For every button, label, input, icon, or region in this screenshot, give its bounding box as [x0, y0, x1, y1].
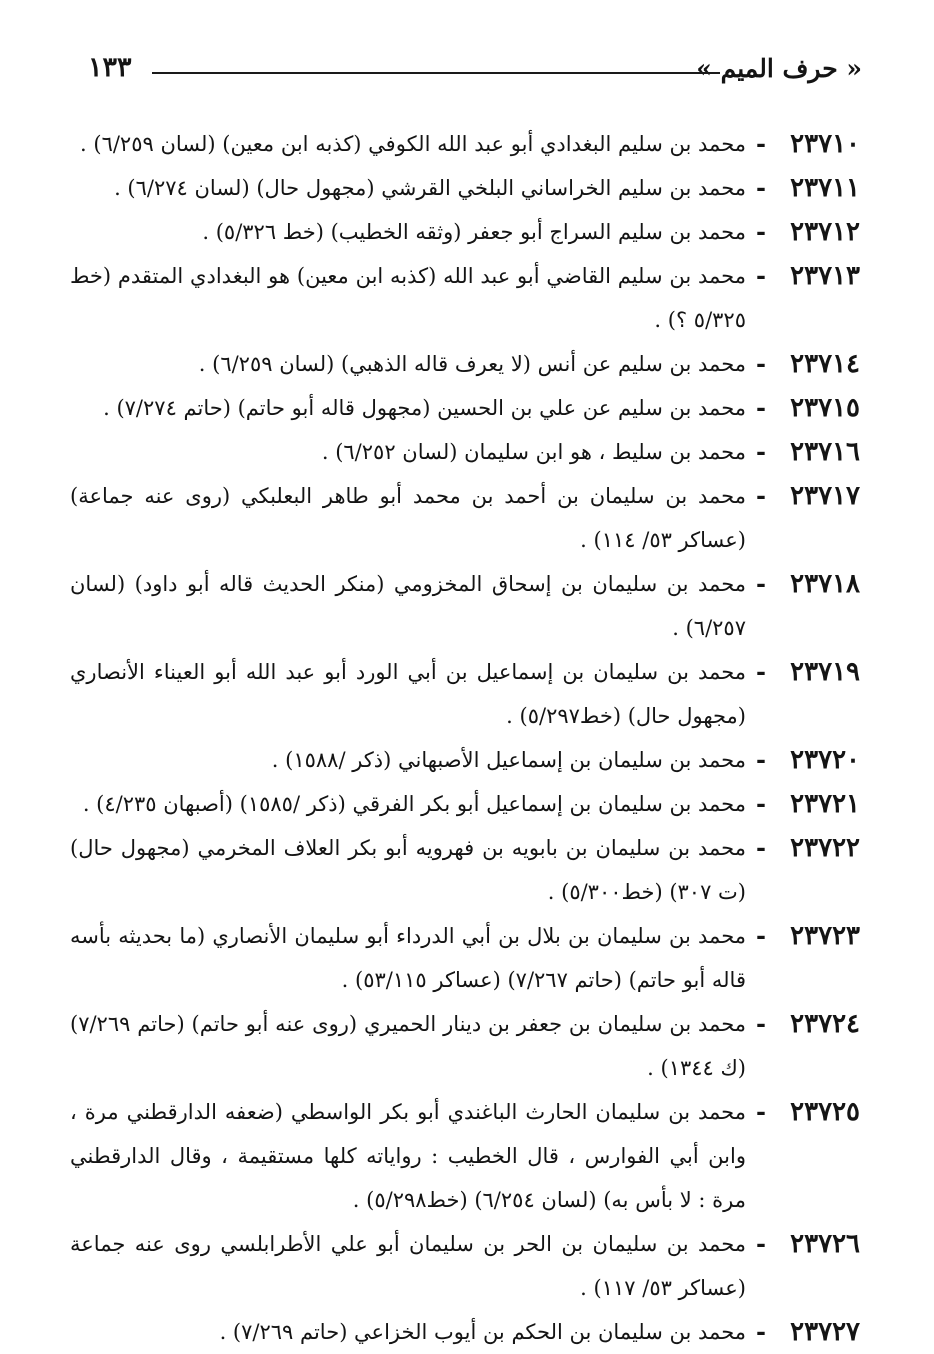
header-rule	[152, 72, 720, 74]
entry-number: ٢٣٧١٢	[790, 217, 860, 247]
entry-number: ٢٣٧١٤	[790, 349, 860, 379]
entry-dash: -	[756, 1229, 766, 1258]
entry-number: ٢٣٧١٧	[790, 481, 860, 511]
entry-number: ٢٣٧٢٣	[790, 921, 860, 951]
entry-text: محمد بن سليمان بن أحمد بن محمد أبو طاهر البعلبكي (روى عنه جماعة) (عساكر ٥٣/ ١١٤) .	[70, 484, 746, 552]
entry-dash: -	[756, 261, 766, 290]
entry-23711	[70, 166, 860, 210]
entry-number: ٢٣٧٢٠	[790, 745, 860, 775]
entry-text: محمد بن سليم البغدادي أبو عبد الله الكوفي (كذبه ابن معين) (لسان ٦/٢٥٩) .	[80, 132, 746, 156]
entry-dash: -	[756, 129, 766, 158]
entry-number: ٢٣٧١٨	[790, 569, 860, 599]
entry-23727	[70, 1310, 860, 1354]
entry-number: ٢٣٧١٦	[790, 437, 860, 467]
entry-number: ٢٣٧٢٧	[790, 1317, 860, 1347]
entry-dash: -	[756, 349, 766, 378]
entry-dash: -	[756, 393, 766, 422]
chapter-title: « حرف الميم »	[696, 54, 862, 83]
entry-number: ٢٣٧٢٢	[790, 833, 860, 863]
entry-text: محمد بن سليم القاضي أبو عبد الله (كذبه ابن معين) هو البغدادي المتقدم (خط ٥/٣٢٥ ؟) .	[70, 264, 746, 332]
entry-23721	[70, 782, 860, 826]
entry-dash: -	[756, 173, 766, 202]
entry-23720	[70, 738, 860, 782]
entry-text: محمد بن سليمان بن الحر بن سليمان أبو علي الأطرابلسي روى عنه جماعة (عساكر ٥٣/ ١١٧) .	[70, 1232, 746, 1300]
entry-number: ٢٣٧١١	[790, 173, 860, 203]
entry-23713	[70, 254, 860, 342]
entry-text: محمد بن سليمان بن جعفر بن دينار الحميري (روى عنه أبو حاتم) (حاتم ٧/٢٦٩) (ك ١٣٤٤) .	[70, 1012, 746, 1080]
entry-text: محمد بن سليمان بن بلال بن أبي الدرداء أبو سليمان الأنصاري (ما بحديثه بأسه قاله أبو حاتم) (حاتم ٧/٢٦٧) (عساكر ٥٣/١١٥) .	[70, 924, 746, 992]
entry-dash: -	[756, 481, 766, 510]
entry-dash: -	[756, 745, 766, 774]
entry-dash: -	[756, 437, 766, 466]
entry-23714	[70, 342, 860, 386]
entry-text: محمد بن سليمان بن إسماعيل أبو بكر الفرقي (ذكر /١٥٨٥) (أصبهان ٤/٢٣٥) .	[82, 792, 746, 816]
entry-23722	[70, 826, 860, 914]
entry-text: محمد بن سليمان بن إسماعيل بن أبي الورد أبو عبد الله أبو العيناء الأنصاري (مجهول حال) (خط٥/٢٩٧) .	[70, 660, 746, 728]
entry-text: محمد بن سليم عن أنس (لا يعرف قاله الذهبي) (لسان ٦/٢٥٩) .	[198, 352, 746, 376]
page-number: ١٣٣	[88, 52, 132, 83]
entry-number: ٢٣٧٢٦	[790, 1229, 860, 1259]
entry-dash: -	[756, 569, 766, 598]
entry-23715	[70, 386, 860, 430]
entry-dash: -	[756, 1009, 766, 1038]
entry-number: ٢٣٧٢٥	[790, 1097, 860, 1127]
entry-dash: -	[756, 1097, 766, 1126]
entry-23712	[70, 210, 860, 254]
entry-23723	[70, 914, 860, 1002]
entry-number: ٢٣٧١٣	[790, 261, 860, 291]
entry-text: محمد بن سليط ، هو ابن سليمان (لسان ٦/٢٥٢) .	[321, 440, 746, 464]
entry-dash: -	[756, 789, 766, 818]
entry-text: محمد بن سليمان بن الحكم بن أيوب الخزاعي (حاتم ٧/٢٦٩) .	[219, 1320, 746, 1344]
entry-text: محمد بن سليمان بن إسماعيل الأصبهاني (ذكر /١٥٨٨) .	[271, 748, 746, 772]
entry-23725	[70, 1090, 860, 1222]
entry-text: محمد بن سليم السراج أبو جعفر (وثقه الخطيب) (خط ٥/٣٢٦) .	[202, 220, 746, 244]
entry-23724	[70, 1002, 860, 1090]
entry-23718	[70, 562, 860, 650]
entry-dash: -	[756, 921, 766, 950]
entry-text: محمد بن سليم عن علي بن الحسين (مجهول قاله أبو حاتم) (حاتم ٧/٢٧٤) .	[103, 396, 746, 420]
entry-dash: -	[756, 217, 766, 246]
entry-23716	[70, 430, 860, 474]
entry-text: محمد بن سليمان بن بابويه بن فهرويه أبو بكر العلاف المخرمي (مجهول حال) (ت ٣٠٧) (خط٥/٣٠٠) .	[70, 836, 746, 904]
entry-23717	[70, 474, 860, 562]
entry-number: ٢٣٧٢٤	[790, 1009, 860, 1039]
entry-23726	[70, 1222, 860, 1310]
entry-number: ٢٣٧٢١	[790, 789, 860, 819]
entry-text: محمد بن سليمان الحارث الباغندي أبو بكر الواسطي (ضعفه الدارقطني مرة ، وابن أبي الفوارس ، قال الخطيب : رواياته كلها مستقيمة ، وقال الدارقطني مرة : لا بأس به) (لسان ٦/٢٥٤) (خط٥/٢٩٨) .	[70, 1100, 746, 1212]
page-header	[88, 52, 862, 92]
entry-23710	[70, 122, 860, 166]
entry-23719	[70, 650, 860, 738]
entry-dash: -	[756, 833, 766, 862]
entry-number: ٢٣٧١٥	[790, 393, 860, 423]
entry-dash: -	[756, 657, 766, 686]
entry-dash: -	[756, 1317, 766, 1346]
entry-text: محمد بن سليمان بن إسحاق المخزومي (منكر الحديث قاله أبو داود) (لسان ٦/٢٥٧) .	[70, 572, 746, 640]
entry-list	[70, 122, 860, 1354]
entry-number: ٢٣٧١٩	[790, 657, 860, 687]
entry-text: محمد بن سليم الخراساني البلخي القرشي (مجهول حال) (لسان ٦/٢٧٤) .	[114, 176, 746, 200]
entry-number: ٢٣٧١٠	[790, 129, 860, 159]
